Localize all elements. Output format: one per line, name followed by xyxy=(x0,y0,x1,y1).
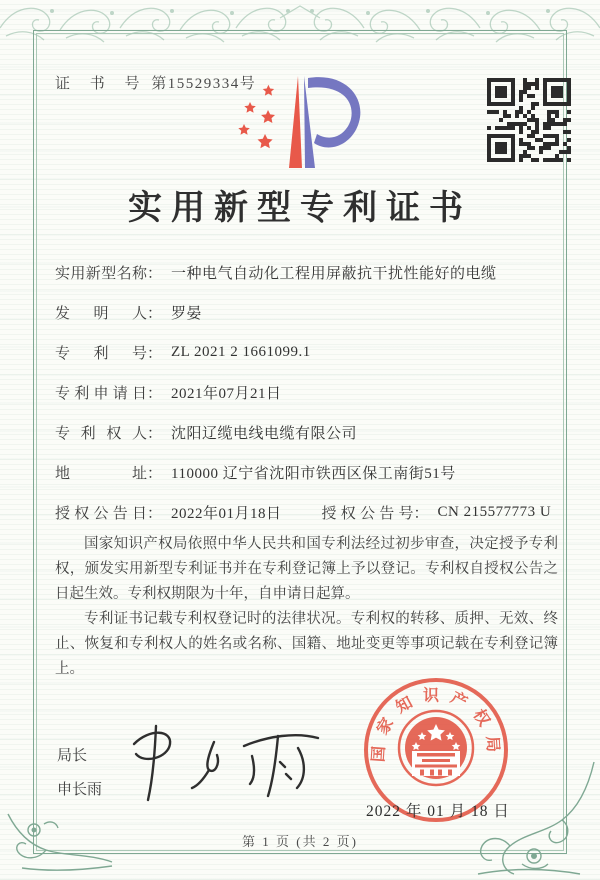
field-colon: ： xyxy=(413,505,429,522)
certificate-title: 实用新型专利证书 xyxy=(128,190,472,227)
field-value: 110000 辽宁省沈阳市铁西区保工南街51号 xyxy=(171,465,456,482)
certificate-number-label: 证 书 号 xyxy=(55,76,148,92)
field-value: 罗晏 xyxy=(171,305,203,322)
field-address xyxy=(55,452,562,492)
field-value: 2021年07月21日 xyxy=(171,385,282,402)
field-label: 发明人 xyxy=(55,305,147,322)
seal-date: 2022 年 01 月 18 日 xyxy=(366,803,510,820)
p-monogram-icon xyxy=(289,76,360,168)
officer-name: 申长雨 xyxy=(57,782,103,798)
body-paragraph-1: 国家知识产权局依照中华人民共和国专利法经过初步审查，决定授予专利权，颁发实用新型专利证书并在专利登记簿上予以登记。专利权自授权公告之日起生效。专利权期限为十年，自申请日起算。 xyxy=(55,536,558,602)
field-filing-date xyxy=(55,372,562,412)
legal-text xyxy=(55,532,558,682)
field-colon: ： xyxy=(147,465,163,482)
field-label: 专利号 xyxy=(55,345,147,362)
field-label: 专利申请日 xyxy=(55,385,147,402)
body-paragraph-2: 专利证书记载专利权登记时的法律状况。专利权的转移、质押、无效、终止、恢复和专利权人的姓名或名称、国籍、地址变更等事项记载在专利登记簿上。 xyxy=(55,610,558,677)
field-value: 沈阳辽缆电线电缆有限公司 xyxy=(171,425,358,442)
qr-code xyxy=(487,78,571,162)
field-value: 一种电气自动化工程用屏蔽抗干扰性能好的电缆 xyxy=(171,265,497,282)
field-colon: ： xyxy=(147,505,163,522)
field-colon: ： xyxy=(147,265,163,282)
field-patent-number xyxy=(55,332,562,372)
seal-text: 国家知识产权局 xyxy=(370,687,502,763)
field-label-grant-date: 授权公告日 xyxy=(55,505,147,522)
field-patentee xyxy=(55,412,562,452)
officer-title: 局长 xyxy=(57,748,88,764)
field-colon: ： xyxy=(147,345,163,362)
national-emblem-icon xyxy=(399,711,473,785)
fields-section xyxy=(55,252,562,532)
field-label-grant-number: 授权公告号 xyxy=(321,505,414,522)
stars-icon xyxy=(238,85,275,148)
certificate-number-value: 第15529334号 xyxy=(151,76,257,92)
field-value-grant-number: CN 215577773 U xyxy=(437,503,552,520)
field-value: ZL 2021 2 1661099.1 xyxy=(171,343,311,360)
certificate-number xyxy=(55,72,256,93)
field-utility-model-name xyxy=(55,252,562,292)
field-value-grant-date: 2022年01月18日 xyxy=(171,505,282,522)
field-label: 实用新型名称 xyxy=(55,265,147,282)
officer-block xyxy=(57,744,102,799)
page-footer: 第 1 页 (共 2 页) xyxy=(242,834,358,849)
field-grant-row xyxy=(55,492,562,532)
field-colon: ： xyxy=(147,425,163,442)
cnipa-logo xyxy=(238,72,366,172)
field-colon: ： xyxy=(147,305,163,322)
field-label: 专利权人 xyxy=(55,425,147,442)
field-colon: ： xyxy=(147,385,163,402)
field-label: 地址 xyxy=(55,465,147,482)
field-grant-number xyxy=(322,502,552,523)
signature-handwriting xyxy=(110,718,328,813)
field-inventor xyxy=(55,292,562,332)
